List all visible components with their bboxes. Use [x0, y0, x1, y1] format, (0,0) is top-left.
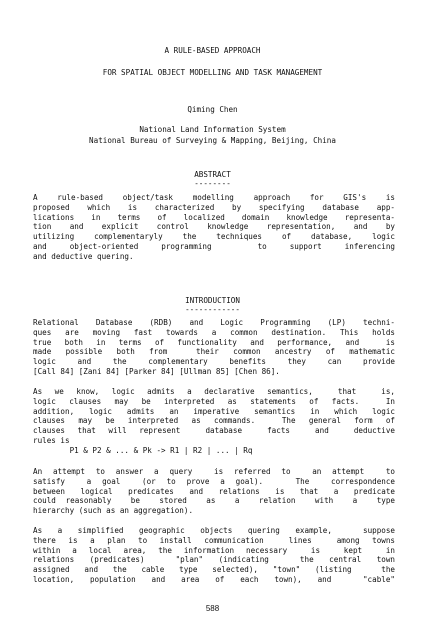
abstract-underline: -------- [194, 179, 231, 188]
intro-line: logic clauses may be interpreted as statements of facts. In [33, 396, 395, 406]
abstract-body [33, 193, 395, 262]
clause-formula: P1 & P2 & ... & Pk -> R1 | R2 | ... | Rq [33, 445, 253, 455]
intro-line: logic and the complementary benefits they can provide [33, 357, 395, 367]
abstract-line: and object-oriented programming to support inferencing [33, 241, 395, 251]
intro-line: clauses may be interpreted as commands. The general form of [33, 416, 395, 426]
page-number: 588 [205, 604, 220, 613]
intro-line: made possible both from their common ancestry of mathematic [33, 347, 395, 357]
introduction-heading: INTRODUCTION [185, 296, 240, 305]
intro-line: Relational Database (RDB) and Logic Programming (LP) techni- [33, 318, 395, 327]
intro-paragraph-1 [33, 318, 395, 377]
abstract-line: A rule-based object/task modelling approach for GIS's is [33, 193, 395, 202]
title-line-1: A RULE-BASED APPROACH [164, 46, 261, 55]
intro-line: between logical predicates and relations is that a predicate [33, 486, 395, 496]
intro-line: could reasonably be stored as a relation with a type [33, 496, 395, 506]
abstract-heading: ABSTRACT [194, 170, 231, 179]
intro-line: addition, logic admits an imperative semantics in which logic [33, 406, 395, 416]
intro-line: ques are moving fast towards a common destination. This holds [33, 327, 395, 337]
intro-paragraph-4 [33, 526, 395, 585]
author-name: Qiming Chen [187, 105, 238, 114]
intro-line: rules is [33, 435, 70, 445]
intro-line: true both in terms of functionality and performance, and is [33, 337, 395, 347]
title-line-2: FOR SPATIAL OBJECT MODELLING AND TASK MANAGEMENT [102, 68, 323, 77]
intro-paragraph-2 [33, 387, 395, 456]
intro-line: there is a plan to install communication lines among towns [33, 535, 395, 545]
abstract-line: and deductive quering. [33, 251, 134, 261]
author-affiliation-2: National Bureau of Surveying & Mapping, Beijing, China [89, 136, 336, 145]
intro-line: within a local area, the information necessary is kept in [33, 545, 395, 555]
intro-line: As we know, logic admits a declarative semantics, that is, [33, 387, 395, 396]
abstract-line: lications in terms of localized domain knowledge representa- [33, 212, 395, 222]
intro-paragraph-3 [33, 467, 395, 516]
intro-line: As a simplified geographic objects quering example, suppose [33, 526, 395, 535]
introduction-underline: ------------ [185, 305, 240, 314]
intro-line: clauses that will represent database facts and deductive [33, 426, 395, 436]
author-affiliation-1: National Land Information System [139, 125, 286, 134]
intro-line: location, population and area of each town), and "cable" [33, 574, 395, 584]
intro-line: assigned and the cable type selected), "town" (listing the [33, 565, 395, 575]
abstract-line: proposed which is characterized by specifying database app- [33, 202, 395, 212]
abstract-line: tion and explicit control knowledge representation, and by [33, 222, 395, 232]
intro-line: An attempt to answer a query is referred to an attempt to [33, 467, 395, 476]
intro-line: [Call 84] [Zani 84] [Parker 84] [Ullman 85] [Chen 86]. [33, 366, 280, 376]
intro-line: relations (predicates) "plan" (indicating the central town [33, 555, 395, 565]
intro-line: hierarchy (such as an aggregation). [33, 506, 194, 516]
abstract-line: utilizing complementaryly the techniques of database, logic [33, 232, 395, 242]
intro-line: satisfy a goal (or to prove a goal). The correspondence [33, 476, 395, 486]
